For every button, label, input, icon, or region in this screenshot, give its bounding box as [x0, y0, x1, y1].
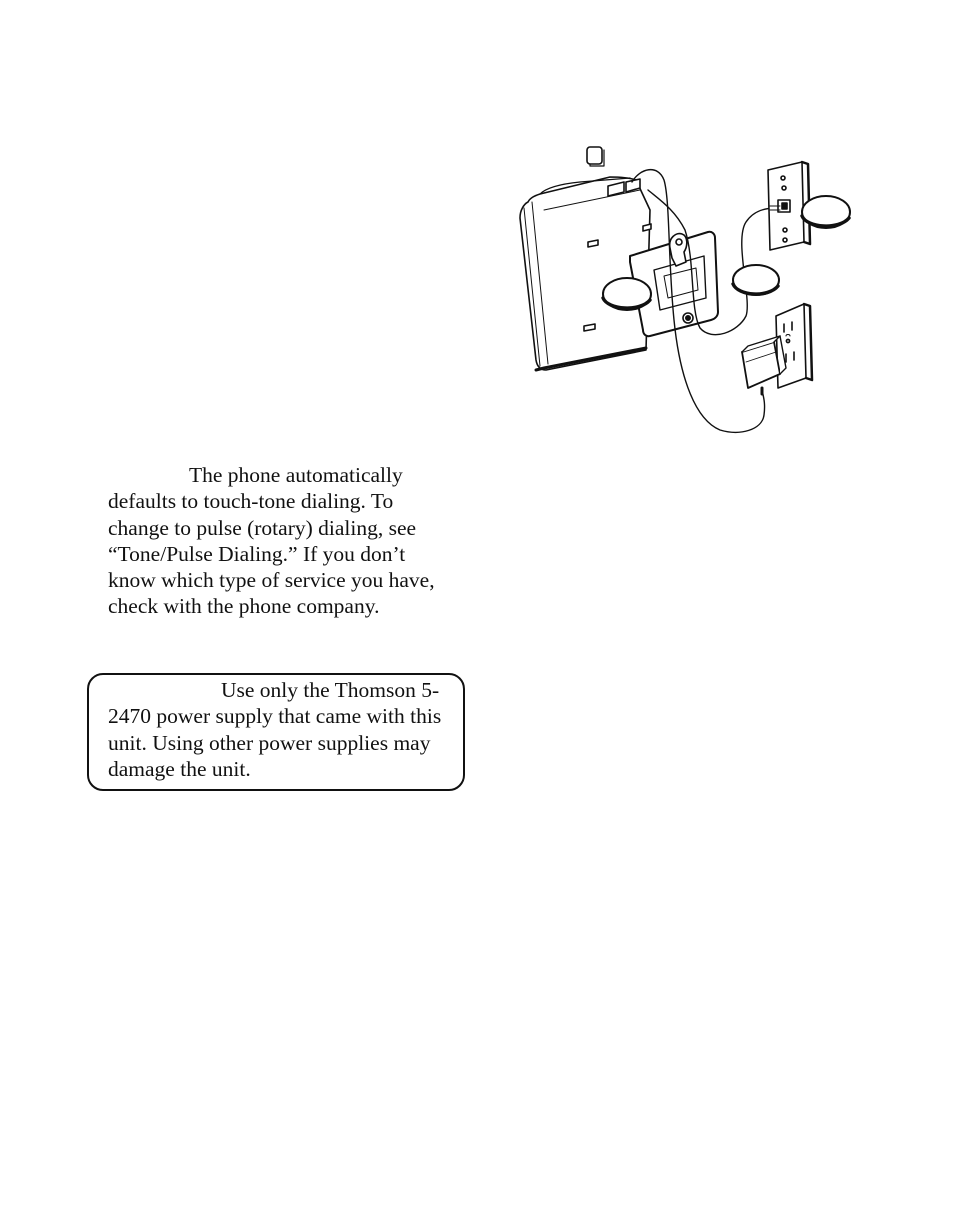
caution-text: Use only the Thomson 5-2470 power supply that came with this unit. Using other power supplies may damage the unit.	[108, 678, 442, 781]
key-symbol-icon	[587, 147, 604, 166]
caution-paragraph	[108, 677, 460, 782]
installation-diagram	[500, 130, 880, 450]
note-paragraph	[108, 462, 443, 620]
note-text: The phone automatically defaults to touch-tone dialing. To change to pulse (rotary) dialing, see “Tone/Pulse Dialing.” If you don’t know which type of service you have, check with the phone company.	[108, 463, 435, 619]
